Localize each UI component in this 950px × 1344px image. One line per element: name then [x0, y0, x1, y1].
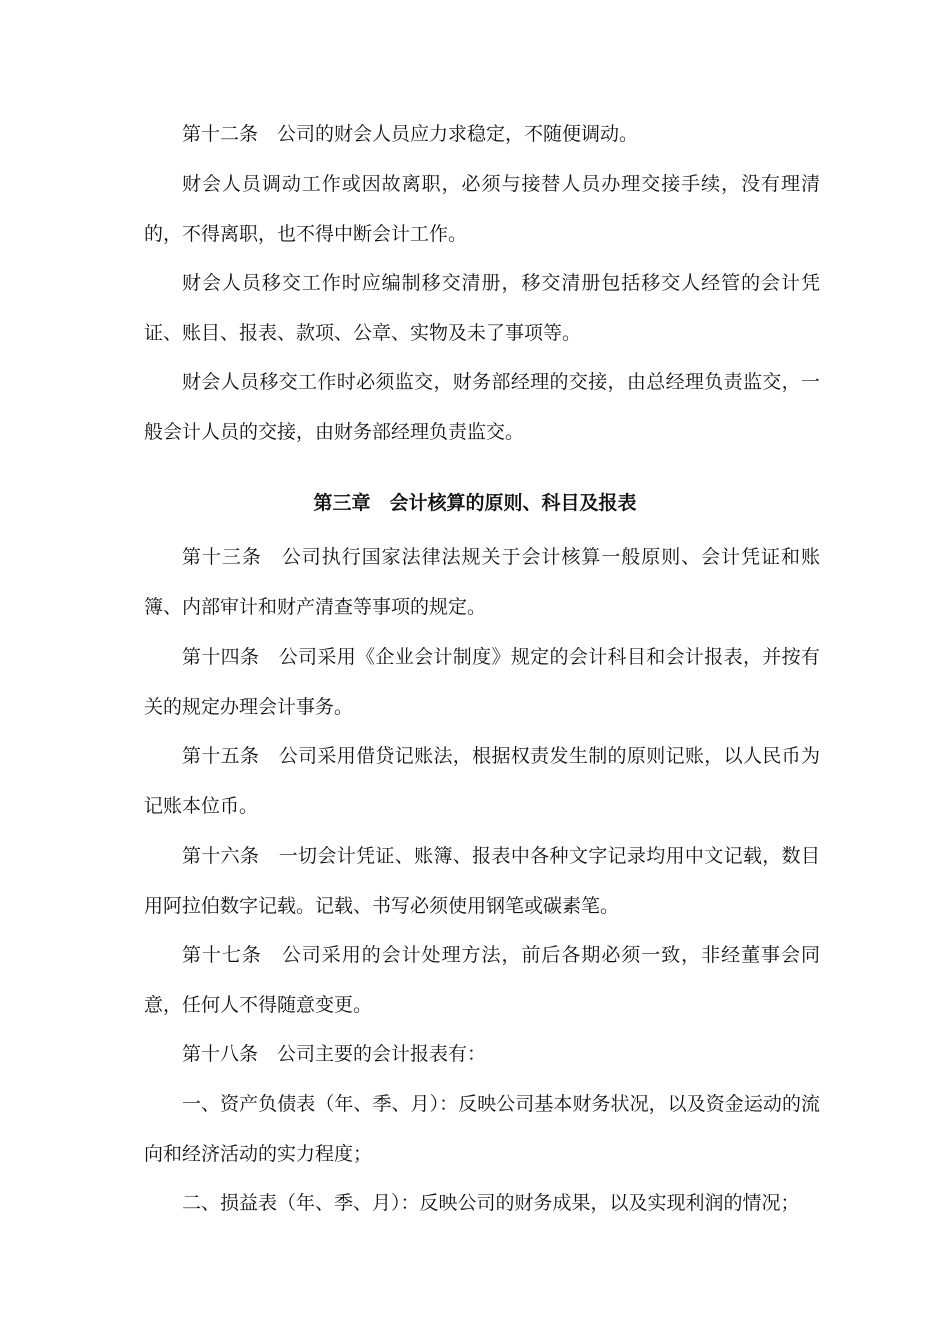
article-18-paragraph: 第十八条 公司主要的会计报表有： — [182, 1043, 487, 1065]
transfer-handover-paragraph: 财会人员调动工作或因故离职，必须与接替人员办理交接手续，没有理清的，不得离职，也不得中断会计工作。 — [144, 173, 820, 245]
chapter-heading: 第三章 会计核算的原则、科目及报表 — [313, 492, 637, 514]
article-15-paragraph: 第十五条 公司采用借贷记账法，根据权责发生制的原则记账，以人民币为记账本位币。 — [144, 745, 820, 817]
transfer-inventory-paragraph: 财会人员移交工作时应编制移交清册，移交清册包括移交人经管的会计凭证、账目、报表、款项、公章、实物及未了事项等。 — [144, 272, 820, 344]
article-13-paragraph: 第十三条 公司执行国家法律法规关于会计核算一般原则、会计凭证和账簿、内部审计和财产清查等事项的规定。 — [144, 546, 820, 618]
article-17-paragraph: 第十七条 公司采用的会计处理方法，前后各期必须一致，非经董事会同意，任何人不得随意变更。 — [144, 944, 820, 1016]
article-14-paragraph: 第十四条 公司采用《企业会计制度》规定的会计科目和会计报表，并按有关的规定办理会计事务。 — [144, 646, 820, 718]
transfer-supervision-paragraph: 财会人员移交工作时必须监交，财务部经理的交接，由总经理负责监交，一般会计人员的交接，由财务部经理负责监交。 — [144, 371, 820, 443]
report-item-2-paragraph: 二、损益表（年、季、月）：反映公司的财务成果，以及实现利润的情况； — [182, 1192, 800, 1214]
article-16-paragraph: 第十六条 一切会计凭证、账簿、报表中各种文字记录均用中文记载，数目用阿拉伯数字记载。记载、书写必须使用钢笔或碳素笔。 — [144, 845, 820, 917]
report-item-1-paragraph: 一、资产负债表（年、季、月）：反映公司基本财务状况，以及资金运动的流向和经济活动的实力程度； — [144, 1093, 820, 1165]
article-12-paragraph: 第十二条 公司的财会人员应力求稳定，不随便调动。 — [182, 123, 639, 145]
